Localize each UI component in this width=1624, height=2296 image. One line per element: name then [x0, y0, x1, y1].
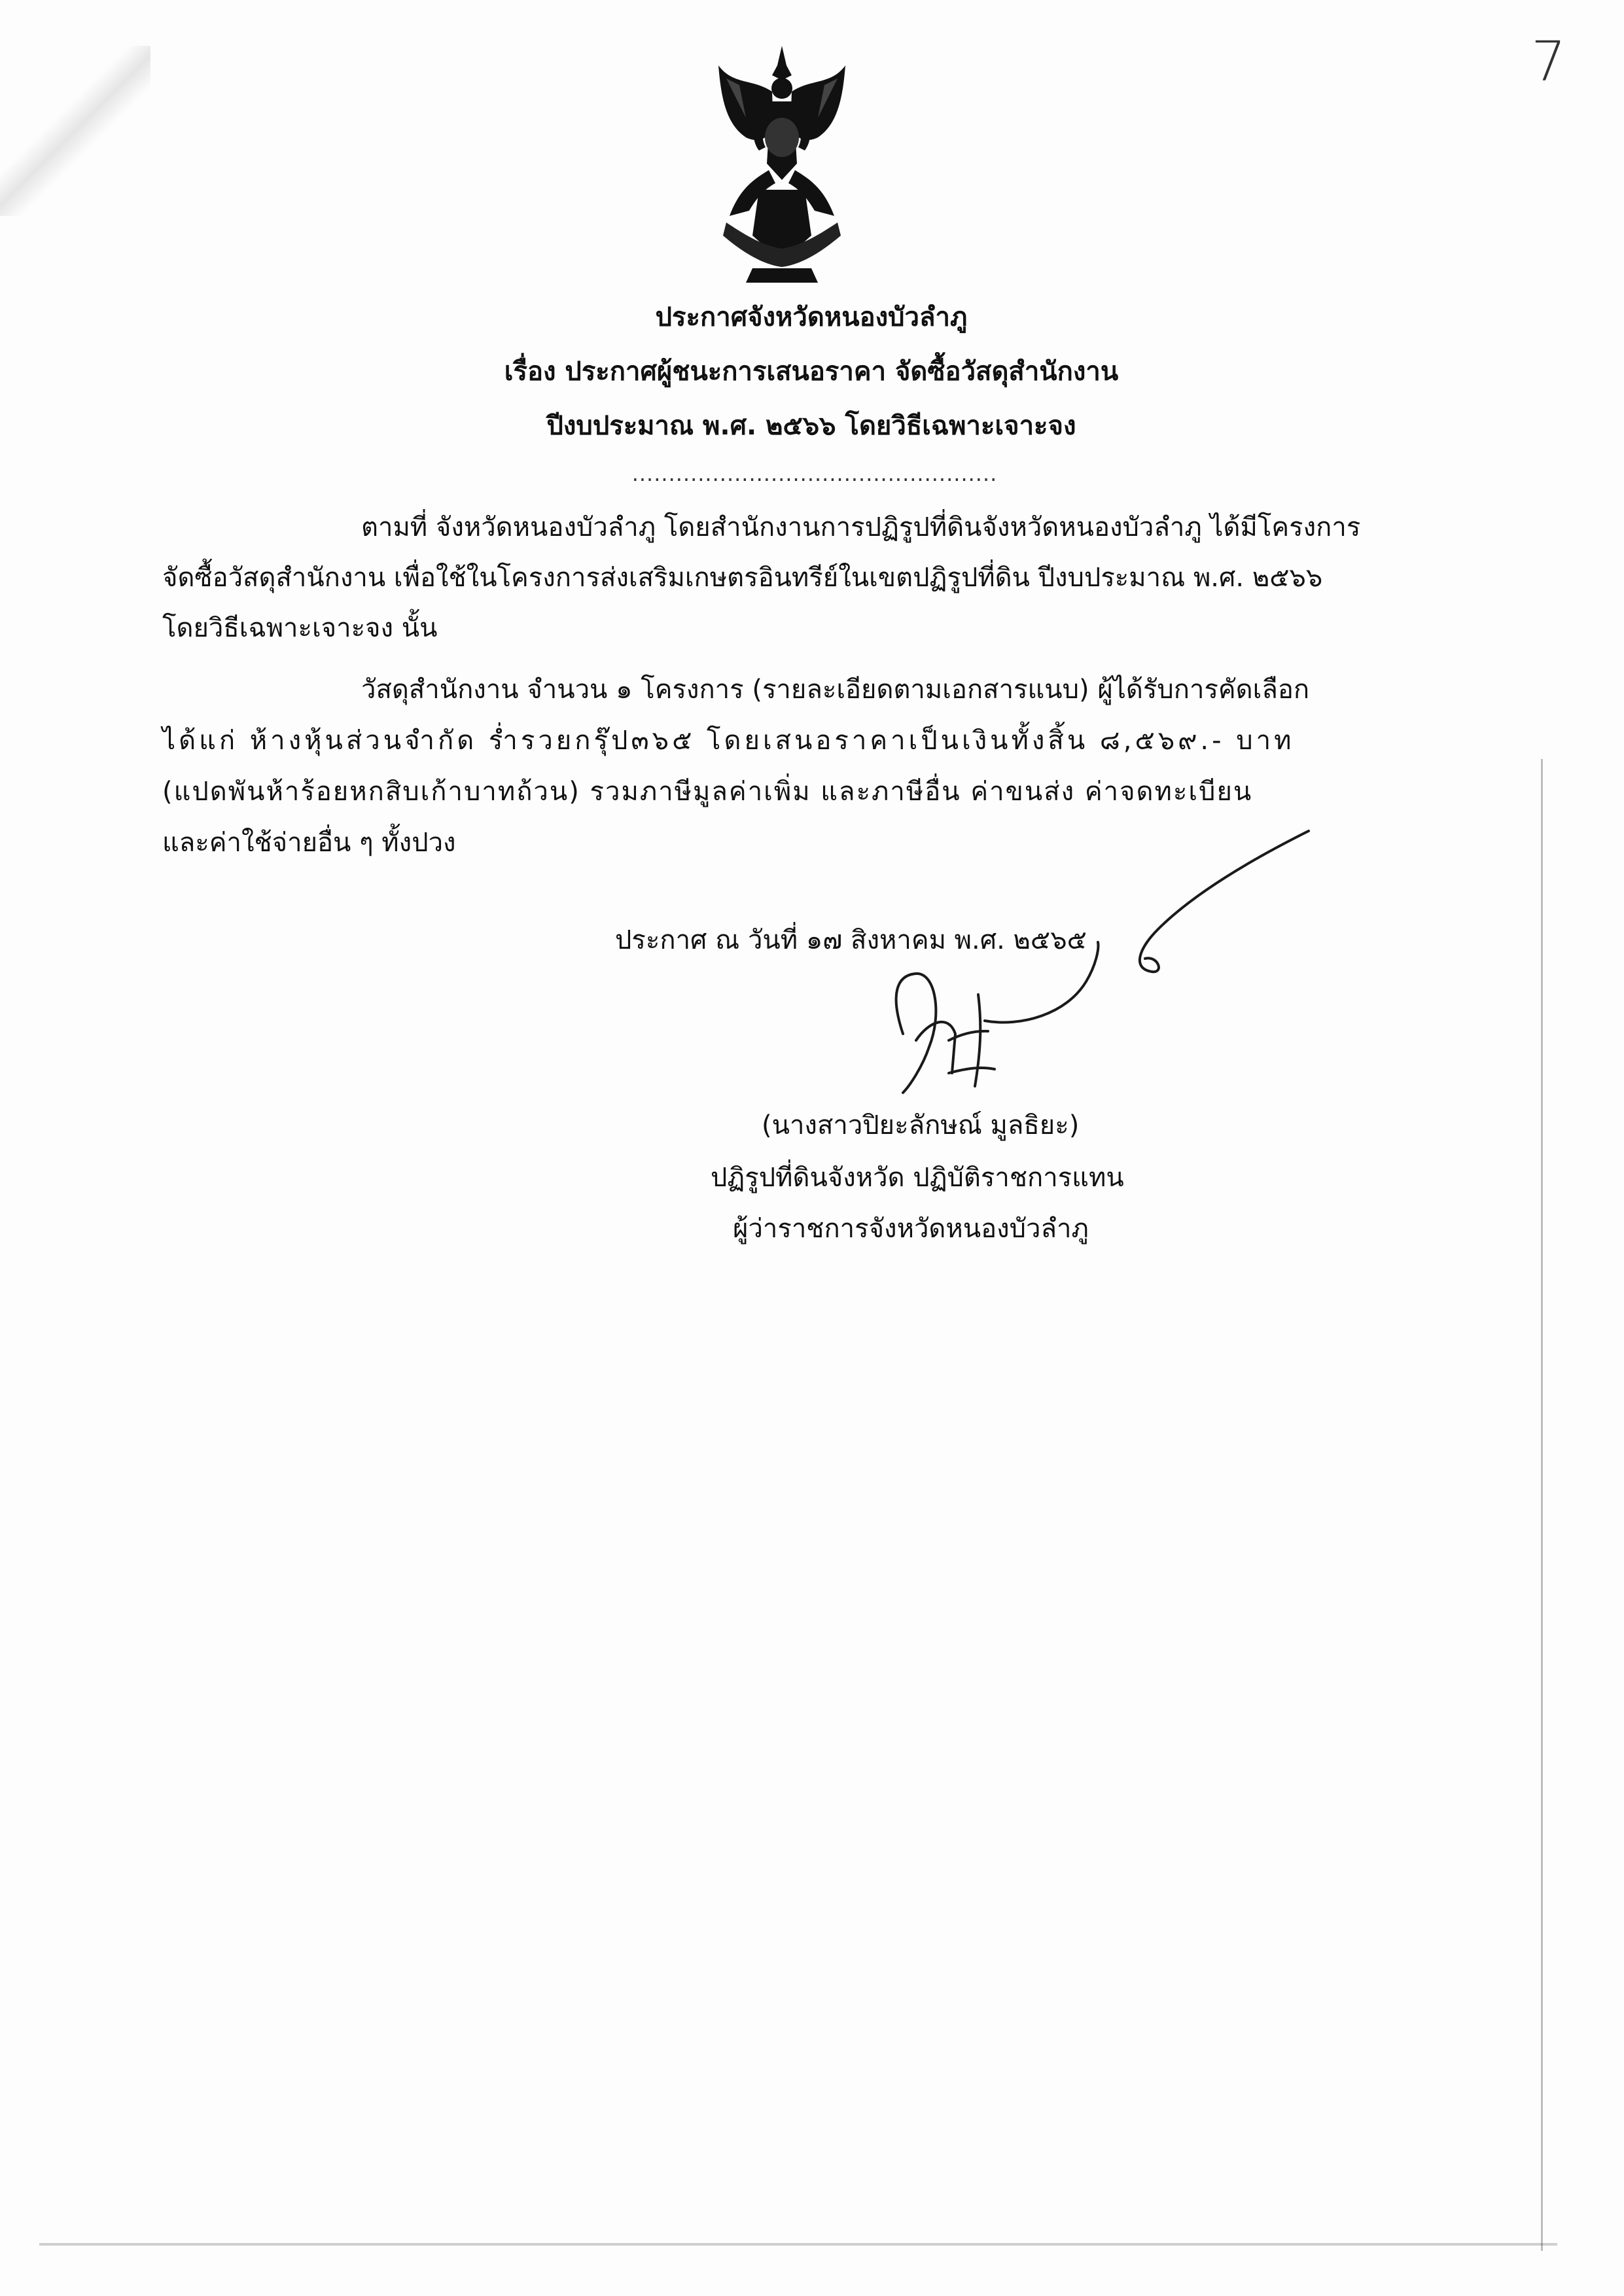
- paragraph1-line2: จัดซื้อวัสดุสำนักงาน เพื่อใช้ในโครงการส่งเสริมเกษตรอินทรีย์ในเขตปฏิรูปที่ดิน ปีงบประมาณ พ.ศ. ๒๕๖๖: [162, 563, 1323, 593]
- heading-title: ประกาศจังหวัดหนองบัวลำภู: [655, 302, 968, 332]
- scan-edge-line: [39, 2243, 1557, 2246]
- separator: ..................................................: [631, 461, 998, 486]
- garuda-emblem-icon: [713, 39, 851, 288]
- paragraph1-line1: ตามที่ จังหวัดหนองบัวลำภู โดยสำนักงานการปฏิรูปที่ดินจังหวัดหนองบัวลำภู ได้มีโครงการ: [361, 512, 1361, 542]
- heading-subject: เรื่อง ประกาศผู้ชนะการเสนอราคา จัดซื้อวัสดุสำนักงาน: [504, 357, 1119, 387]
- scan-artifact: [0, 46, 150, 216]
- paragraph2-line1: วัสดุสำนักงาน จำนวน ๑ โครงการ (รายละเอียดตามเอกสารแนบ) ผู้ได้รับการคัดเลือก: [361, 675, 1310, 705]
- handwritten-signature: [851, 824, 1335, 1106]
- heading-fiscal-year: ปีงบประมาณ พ.ศ. ๒๕๖๖ โดยวิธีเฉพาะเจาะจง: [546, 411, 1076, 441]
- scan-edge-line: [1541, 759, 1543, 2251]
- signatory-position-acting: ผู้ว่าราชการจังหวัดหนองบัวลำภู: [733, 1214, 1089, 1244]
- paragraph2-line4: และค่าใช้จ่ายอื่น ๆ ทั้งปวง: [162, 828, 456, 858]
- paragraph2-line2: ได้แก่ ห้างหุ้นส่วนจำกัด ร่ำรวยกรุ๊ป๓๖๕ โดยเสนอราคาเป็นเงินทั้งสิ้น ๘,๕๖๙.- บาท: [162, 726, 1295, 756]
- announcement-date: ประกาศ ณ วันที่ ๑๗ สิงหาคม พ.ศ. ๒๕๖๕: [615, 925, 1087, 955]
- paragraph2-line3: (แปดพันห้าร้อยหกสิบเก้าบาทถ้วน) รวมภาษีมูลค่าเพิ่ม และภาษีอื่น ค่าขนส่ง ค่าจดทะเบียน: [162, 777, 1253, 807]
- page-number: 7: [1531, 29, 1566, 94]
- signatory-position: ปฏิรูปที่ดินจังหวัด ปฏิบัติราชการแทน: [711, 1163, 1124, 1193]
- paragraph1-line3: โดยวิธีเฉพาะเจาะจง นั้น: [162, 613, 438, 643]
- signatory-name: (นางสาวปิยะลักษณ์ มูลธิยะ): [762, 1110, 1080, 1140]
